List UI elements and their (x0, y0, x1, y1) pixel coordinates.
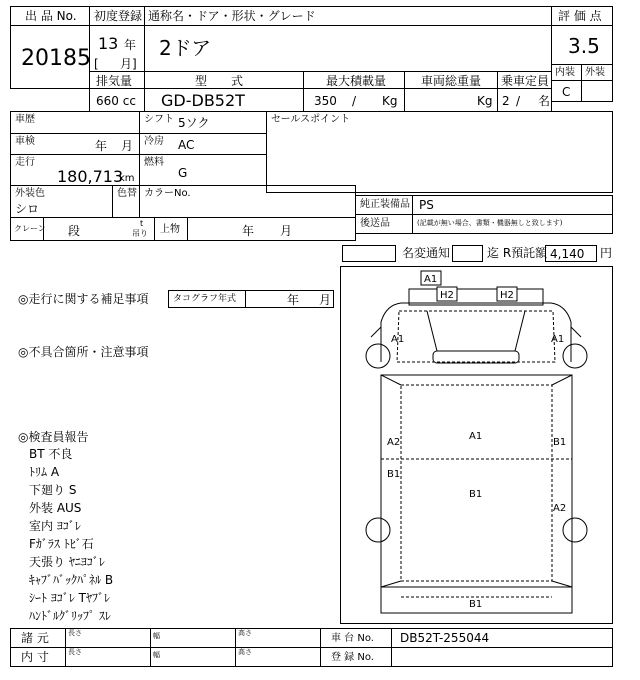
naigai-length-label: 長さ (68, 648, 82, 656)
driving-heading: ◎走行に関する補足事項 (18, 292, 149, 306)
defects-heading: ◎不具合箇所・注意事項 (18, 345, 149, 359)
model-label: 通称名・ドア・形状・グレード (148, 9, 316, 23)
score-value: 3.5 (568, 34, 600, 58)
history-cell (10, 111, 140, 134)
shoyuan-width-label: 幅 (153, 632, 160, 640)
shoyuan-height-cell (235, 628, 321, 648)
bed-corner-rl (381, 581, 401, 587)
inspector-line: 外装 AUS (29, 501, 82, 515)
mark-left-side-lower: B1 (387, 469, 401, 480)
later-items-value-cell (412, 214, 613, 234)
capacity-value: 2 (502, 94, 510, 108)
history-label: 車歴 (15, 114, 35, 125)
capacity-value-cell (497, 88, 552, 112)
displacement-value: 660 cc (96, 94, 136, 108)
max-load-label-cell (303, 71, 405, 89)
interior-grade-cell (551, 80, 582, 102)
reg-label-cell (320, 647, 392, 667)
equipment-value: PS (419, 198, 434, 212)
first-reg-label-cell (89, 6, 145, 26)
model-value: 2ドア (159, 36, 212, 60)
crane-t: t (140, 219, 144, 228)
inspector-heading: ◎検査員報告 (18, 430, 89, 444)
kamimono-year: 年 (242, 224, 255, 238)
chassis-label-cell (320, 628, 392, 648)
equipment-label-cell (355, 195, 413, 215)
color-change-cell (112, 185, 140, 218)
sales-point-cell (266, 111, 613, 193)
front-left-wheel (366, 344, 390, 368)
mark-tailgate: B1 (469, 599, 483, 610)
mileage-label: 走行 (15, 157, 35, 168)
inspection-label: 車検 (15, 136, 35, 147)
crane-tsuri: 吊り (132, 229, 148, 238)
shift-label: シフト (144, 114, 174, 125)
cab-grille (433, 351, 519, 363)
meihen-label: 名変通知 (402, 246, 451, 260)
interior-label: 内装 (555, 67, 575, 78)
r-deposit-label: 迄 R預託額 (487, 246, 548, 260)
inspector-line: ﾊﾝﾄﾞﾙｸﾞﾘｯﾌﾟ ｽﾚ (29, 609, 111, 623)
max-load-label: 最大積載量 (326, 74, 387, 88)
left-mirror-arm (371, 327, 381, 337)
gross-weight-unit: Kg (477, 94, 493, 108)
tacho-month: 月 (319, 293, 332, 307)
first-reg-month-unit: 月] (120, 57, 137, 71)
shoyuan-length-label: 長さ (68, 629, 82, 637)
shift-value: 5ソク (178, 116, 210, 130)
mark-cab-right: A1 (551, 334, 565, 345)
notice-blank-1 (342, 245, 396, 262)
reg-label: 登 録 No. (331, 652, 374, 663)
r-deposit-value-cell (545, 245, 597, 262)
first-reg-year-unit: 年 (124, 38, 137, 52)
inspector-line: ｷｬﾌﾞﾊﾞｯｸﾊﾟﾈﾙ B (29, 573, 114, 587)
equipment-label: 純正装備品 (360, 199, 410, 210)
gross-weight-label: 車両総重量 (421, 74, 482, 88)
kamimono-month: 月 (280, 224, 293, 238)
r-deposit-unit: 円 (600, 246, 613, 260)
mark-cab-left: A1 (391, 334, 405, 345)
damage-diagram-frame (340, 266, 613, 624)
ac-cell (139, 133, 267, 155)
mark-right-side-upper: B1 (553, 437, 567, 448)
color-no-cell (139, 185, 356, 218)
capacity-unit: 名 (538, 94, 551, 108)
mark-bed-center: A1 (469, 431, 483, 442)
model-label-cell (144, 6, 552, 26)
bed-corner-fr (552, 375, 572, 385)
displacement-label: 排気量 (96, 74, 133, 88)
first-reg-month-open: [ (94, 57, 99, 71)
sales-point-label: セールスポイント (271, 114, 351, 125)
color-change-label: 色替 (117, 188, 137, 199)
lot-label-cell (10, 6, 90, 26)
ext-color-value: シロ (15, 202, 40, 216)
rear-right-wheel (563, 518, 587, 542)
gross-weight-label-cell (404, 71, 498, 89)
naigai-height-cell (235, 647, 321, 667)
inspector-line: ﾄﾘﾑ A (29, 465, 60, 479)
max-load-value-cell (303, 88, 405, 112)
naigai-length-cell (65, 647, 151, 667)
notice-blank-2 (452, 245, 483, 262)
bed-corner-fl (381, 375, 401, 385)
fuel-value: G (178, 166, 188, 180)
displacement-value-cell (89, 88, 145, 112)
mark-right-side-lower: A2 (553, 503, 567, 514)
shoyuan-label: 諸 元 (21, 631, 49, 645)
bed-floor-dashed (401, 385, 552, 581)
shoyuan-width-cell (150, 628, 236, 648)
naigai-width-cell (150, 647, 236, 667)
type-value-cell (144, 88, 304, 112)
kamimono-label: 上物 (160, 224, 180, 235)
exterior-label: 外装 (585, 67, 605, 78)
score-label-cell (551, 6, 613, 26)
ext-color-cell (10, 185, 113, 218)
bed-corner-rr (552, 581, 572, 587)
max-load-unit: Kg (382, 94, 398, 108)
lot-number: 20185 (21, 46, 91, 71)
exterior-grade-cell (581, 80, 613, 102)
mark-left-side-upper: A2 (387, 437, 401, 448)
inspector-line: BT 不良 (29, 447, 73, 461)
chassis-value: DB52T-255044 (400, 631, 490, 645)
first-reg-year: 13 (98, 34, 119, 53)
score-value-cell (551, 25, 613, 65)
later-items-label: 後送品 (360, 218, 390, 229)
inspector-line: 下廻り S (29, 483, 77, 497)
ac-label: 冷房 (144, 136, 164, 147)
type-value: GD-DB52T (161, 91, 245, 110)
interior-grade: C (562, 85, 571, 99)
inspection-year-unit: 年 (95, 139, 108, 153)
right-mirror-arm (571, 327, 581, 337)
mark-h2-right: H2 (500, 290, 514, 301)
crane-label: クレーン (14, 224, 46, 233)
shoyuan-height-label: 高さ (238, 629, 252, 637)
later-items-note: (記載が無い場合、書類・機器無しと致します) (417, 219, 563, 227)
exterior-label-cell (581, 64, 613, 81)
crane-value-cell (43, 217, 155, 241)
shoyuan-length-cell (65, 628, 151, 648)
first-reg-value-cell (89, 25, 145, 72)
tacho-label: タコグラフ年式 (173, 294, 237, 304)
mileage-value: 180,713 (57, 167, 124, 186)
kamimono-label-cell (154, 217, 188, 241)
inspector-line: 室内 ﾖｺﾞﾚ (29, 519, 81, 533)
lot-number-cell (10, 25, 90, 89)
crane-dan: 段 (68, 224, 81, 238)
mark-h2-left: H2 (440, 290, 454, 301)
interior-label-cell (551, 64, 582, 81)
naigai-label: 内 寸 (21, 650, 49, 664)
tacho-year: 年 (287, 293, 300, 307)
inspector-line: 天張り ﾔﾆﾖｺﾞﾚ (29, 555, 105, 569)
windshield (427, 311, 525, 351)
fuel-label: 燃料 (144, 157, 164, 168)
reg-value-cell (391, 647, 613, 667)
naigai-label-cell (10, 647, 66, 667)
capacity-label: 乗車定員 (501, 74, 550, 88)
inspector-line: ｼｰﾄ ﾖｺﾞﾚ Tﾔﾌﾞﾚ (29, 591, 110, 605)
equipment-value-cell (412, 195, 613, 215)
ext-color-label: 外装色 (15, 188, 45, 199)
lot-label: 出 品 No. (25, 9, 77, 23)
front-right-wheel (563, 344, 587, 368)
gross-weight-value-cell (404, 88, 498, 112)
crane-label-cell (10, 217, 44, 241)
mark-roof-front: A1 (424, 274, 438, 285)
cab-outline (381, 303, 571, 362)
shift-cell (139, 111, 267, 134)
bed-outline (381, 375, 572, 587)
naigai-height-label: 高さ (238, 648, 252, 656)
chassis-value-cell (391, 628, 613, 648)
inspector-line: Fｶﾞﾗｽ ﾄﾋﾞ石 (29, 537, 94, 551)
shoyuan-label-cell (10, 628, 66, 648)
r-deposit-value: 4,140 (550, 247, 585, 261)
chassis-label: 車 台 No. (331, 633, 374, 644)
cab-dashed-panel (397, 311, 555, 362)
tacho-box (168, 290, 334, 308)
capacity-slash: / (516, 94, 521, 108)
type-label: 型 式 (195, 74, 244, 88)
mark-bed-lower: B1 (469, 489, 483, 500)
first-reg-label: 初度登録 (94, 9, 143, 23)
score-label: 評 価 点 (558, 9, 602, 23)
max-load-slash: / (352, 94, 357, 108)
type-label-cell (144, 71, 304, 89)
later-items-label-cell (355, 214, 413, 234)
inspection-cell (10, 133, 140, 155)
color-no-label: カラーNo. (144, 188, 191, 199)
ac-value: AC (178, 138, 195, 152)
fuel-cell (139, 154, 267, 186)
capacity-label-cell (497, 71, 552, 89)
naigai-width-label: 幅 (153, 651, 160, 659)
mileage-unit: km (119, 173, 135, 184)
displacement-label-cell (89, 71, 145, 89)
truck-diagram (341, 267, 612, 623)
kamimono-value-cell (187, 217, 356, 241)
max-load-value: 350 (314, 94, 337, 108)
inspection-month-unit: 月 (121, 139, 134, 153)
rear-left-wheel (366, 518, 390, 542)
model-value-cell (144, 25, 552, 72)
mileage-cell (10, 154, 140, 186)
